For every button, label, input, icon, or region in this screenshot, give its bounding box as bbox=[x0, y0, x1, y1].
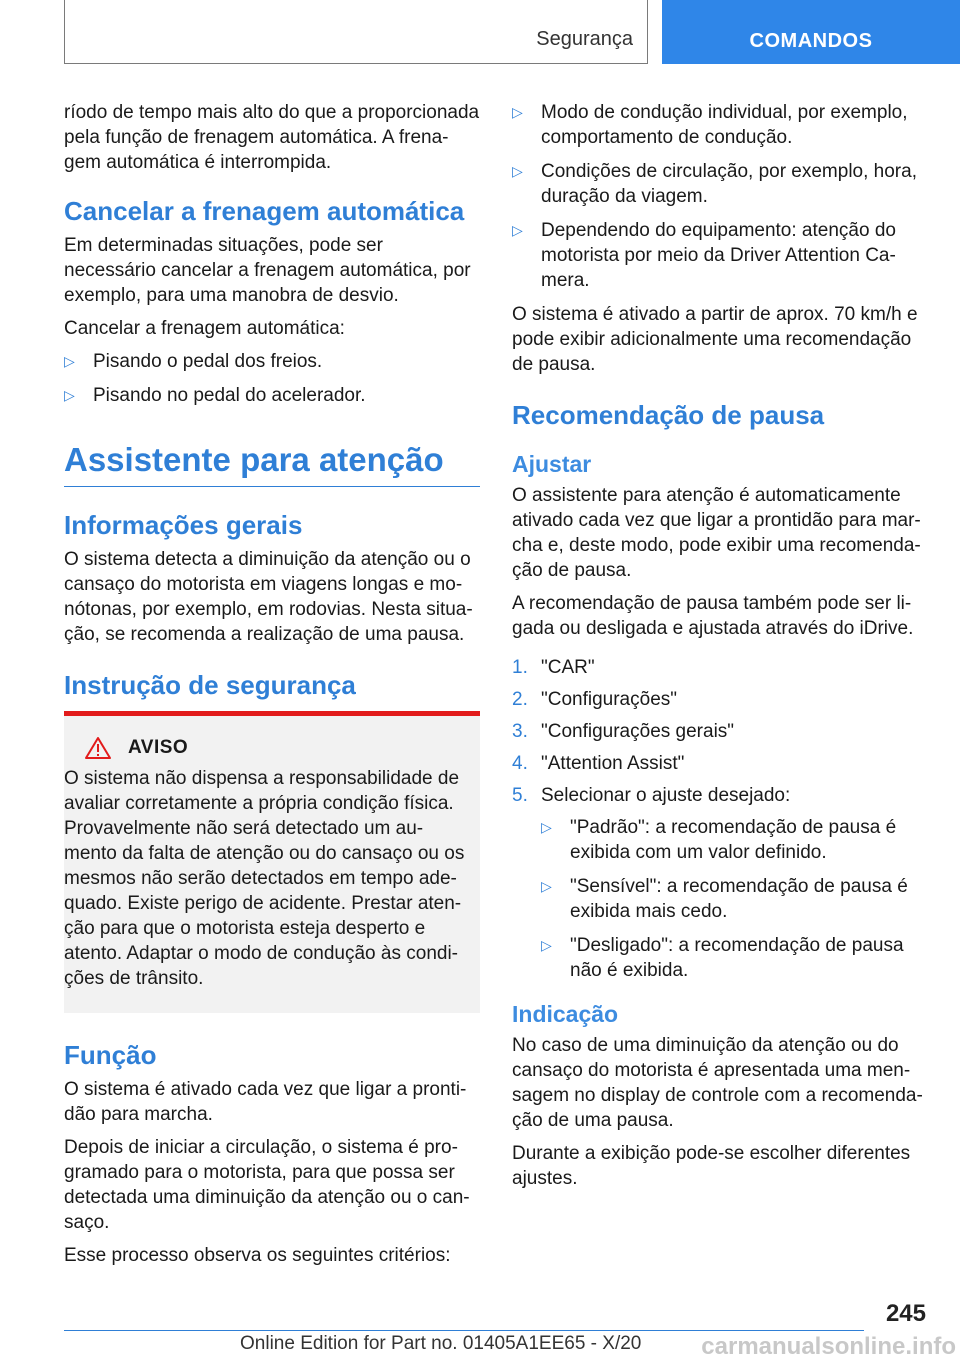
triangle-right-icon: ▷ bbox=[541, 937, 552, 953]
list-item: ▷ Pisando o pedal dos freios. bbox=[64, 351, 323, 372]
list-item: 5. Selecionar o ajuste desejado: ▷ "Padrão": a recomendação de pausa é exibida com um valor definido. ▷ "Sensível": a recomendação de pausa é exibida mais cedo. ▷ "Desligado": a recomendação de pausa não é exibida. bbox=[512, 783, 926, 983]
criteria-list bbox=[512, 100, 926, 293]
header-section-box bbox=[64, 0, 648, 64]
list-item: ▷ "Padrão": a recomendação de pausa é exibida com um valor definido. bbox=[541, 817, 897, 863]
chapter-title: COMANDOS bbox=[749, 30, 873, 52]
main-heading: Assistente para atenção bbox=[64, 440, 480, 487]
triangle-right-icon: ▷ bbox=[512, 222, 523, 238]
options-list bbox=[541, 815, 926, 983]
left-column bbox=[64, 100, 480, 1276]
pause-heading: Recomendação de pausa bbox=[512, 400, 825, 430]
list-item: 4. "Attention Assist" bbox=[512, 753, 685, 774]
right-column bbox=[512, 100, 926, 1199]
cancel-heading: Cancelar a frenagem automática bbox=[64, 196, 465, 226]
triangle-right-icon: ▷ bbox=[512, 104, 523, 120]
cancel-list bbox=[64, 349, 480, 408]
list-item: 1. "CAR" bbox=[512, 657, 595, 678]
triangle-right-icon: ▷ bbox=[512, 163, 523, 179]
adjust-heading: Ajustar bbox=[512, 451, 592, 477]
activation-paragraph: O sistema é ativado a partir de aprox. 70 km/h e pode exibir adicionalmente uma recomendação de pausa. bbox=[512, 304, 918, 375]
list-item: 2. "Configurações" bbox=[512, 689, 678, 710]
function-paragraph: Esse processo observa os seguintes critérios: bbox=[64, 1245, 451, 1266]
adjust-paragraph: A recomendação de pausa também pode ser li‐gada ou desligada e ajustada através do iDrive. bbox=[512, 593, 914, 639]
cancel-lead: Cancelar a frenagem automática: bbox=[64, 318, 345, 339]
list-item: ▷ "Sensível": a recomendação de pausa é exibida mais cedo. bbox=[541, 876, 908, 922]
indication-paragraph: No caso de uma diminuição da atenção ou do cansaço do motorista é apresentada uma men‐sagem no display de controle com a recomenda‐ção de uma pausa. bbox=[512, 1035, 923, 1131]
warning-text: O sistema não dispensa a responsabilidade de avaliar corretamente a própria condição física. Provavelmente não será detectado um au‐mento da falta de atenção ou do cansaço ou os mesmos não serão detectados em tempo ade‐quado. Existe perigo de acidente. Prestar aten‐ção para que o motorista esteja desperto e atento. Adaptar o modo de condução às condi‐ções de trânsito. bbox=[64, 768, 465, 989]
warning-title: AVISO bbox=[128, 737, 189, 758]
list-item: ▷ Modo de condução individual, por exemplo, comportamento de condução. bbox=[512, 102, 908, 148]
intro-paragraph: ríodo de tempo mais alto do que a proporcionada pela função de frenagem automática. A frena‐gem automática é interrompida. bbox=[64, 102, 480, 173]
info-heading: Informações gerais bbox=[64, 510, 303, 540]
page-number: 245 bbox=[885, 1300, 926, 1327]
warning-triangle-icon bbox=[84, 736, 112, 760]
footer-edition: Online Edition for Part no. 01405A1EE65 - X/20 bbox=[240, 1333, 642, 1354]
list-item: ▷ Dependendo do equipamento: atenção do motorista por meio da Driver Attention Ca‐mera. bbox=[512, 220, 896, 291]
triangle-right-icon: ▷ bbox=[64, 353, 75, 369]
cancel-paragraph: Em determinadas situações, pode ser necessário cancelar a frenagem automática, por exemplo, para uma manobra de desvio. bbox=[64, 235, 471, 306]
function-paragraph: Depois de iniciar a circulação, o sistema é pro‐gramado para o motorista, para que possa ser detectada uma diminuição da atenção ou o can‐saço. bbox=[64, 1137, 470, 1233]
function-heading: Função bbox=[64, 1040, 157, 1070]
triangle-right-icon: ▷ bbox=[541, 878, 552, 894]
indication-heading: Indicação bbox=[512, 1001, 619, 1027]
function-paragraph: O sistema é ativado cada vez que ligar a pronti‐dão para marcha. bbox=[64, 1079, 467, 1125]
footer-divider bbox=[64, 1330, 864, 1331]
steps-list bbox=[512, 655, 926, 983]
indication-paragraph: Durante a exibição pode-se escolher diferentes ajustes. bbox=[512, 1143, 911, 1189]
triangle-right-icon: ▷ bbox=[541, 819, 552, 835]
adjust-paragraph: O assistente para atenção é automaticamente ativado cada vez que ligar a prontidão para mar‐cha e, deste modo, pode exibir uma recomenda‐ção de pausa. bbox=[512, 485, 921, 581]
list-item: ▷ Condições de circulação, por exemplo, hora, duração da viagem. bbox=[512, 161, 917, 207]
warning-box bbox=[64, 711, 480, 1013]
header-chapter-tab[interactable] bbox=[662, 0, 960, 64]
list-item: ▷ "Desligado": a recomendação de pausa não é exibida. bbox=[541, 935, 904, 981]
list-item: ▷ Pisando no pedal do acelerador. bbox=[64, 385, 366, 406]
safety-heading: Instrução de segurança bbox=[64, 670, 356, 700]
warning-header bbox=[64, 736, 470, 760]
triangle-right-icon: ▷ bbox=[64, 387, 75, 403]
watermark: carmanualsonline.info bbox=[701, 1333, 956, 1360]
info-paragraph: O sistema detecta a diminuição da atenção ou o cansaço do motorista em viagens longas e mo‐nótonas, por exemplo, em rodovias. Nesta situa‐ção, se recomenda a realização de uma pausa. bbox=[64, 549, 473, 645]
list-item: 3. "Configurações gerais" bbox=[512, 721, 735, 742]
section-title: Segurança bbox=[536, 28, 633, 50]
